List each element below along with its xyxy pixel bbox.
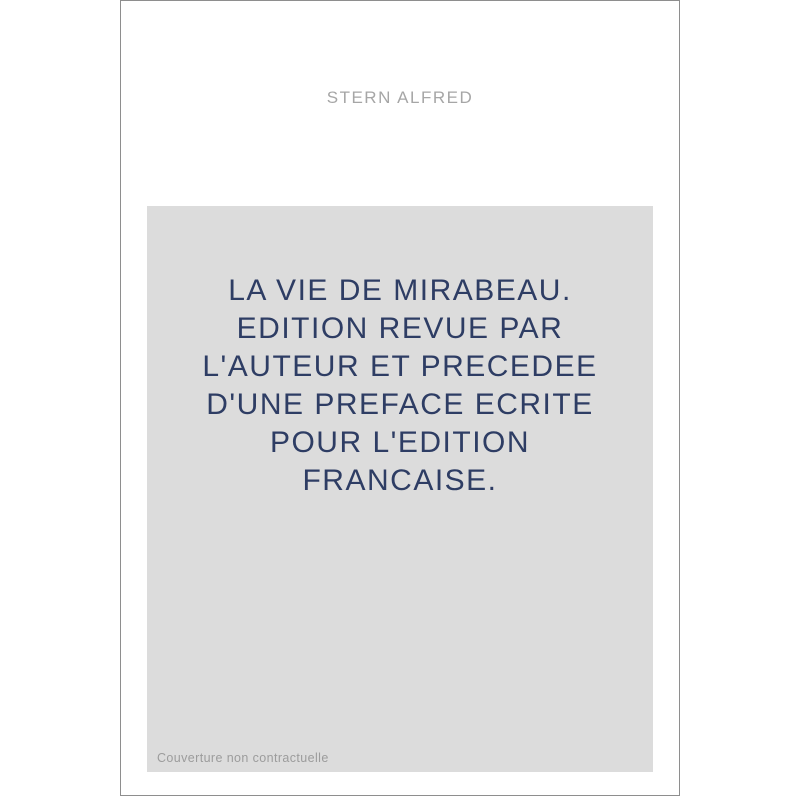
cover-placeholder [147,206,653,772]
cover-disclaimer-label: Couverture non contractuelle [157,751,329,765]
author-name: STERN ALFRED [326,88,474,107]
book-cover-page [120,0,680,796]
book-title: LA VIE DE MIRABEAU. EDITION REVUE PAR L'AUTEUR ET PRECEDEE D'UNE PREFACE ECRITE POUR L'EDITION FRANCAISE. [202,274,598,497]
